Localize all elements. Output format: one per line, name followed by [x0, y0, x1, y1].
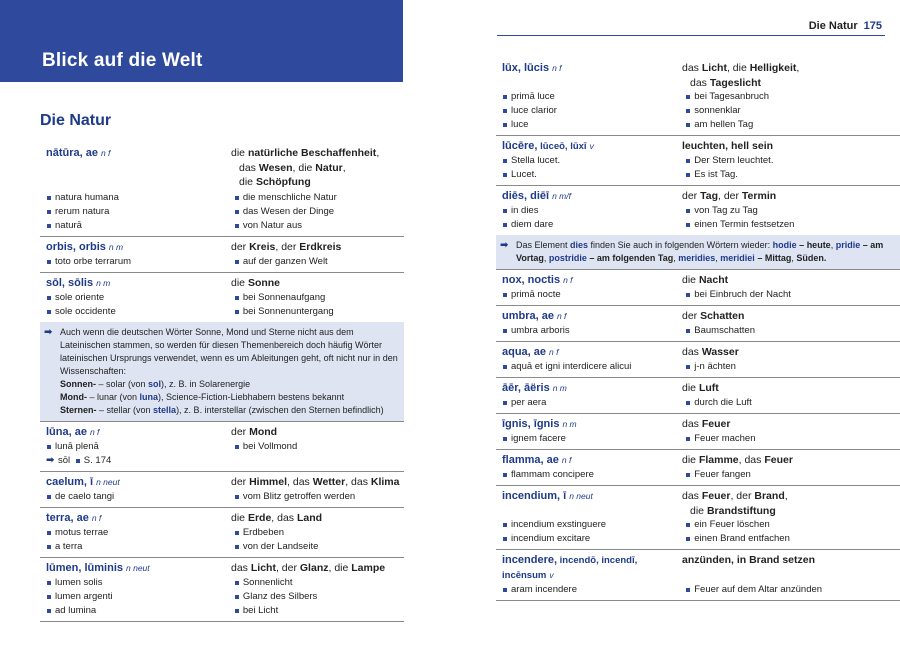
chapter-title: Blick auf die Welt [42, 50, 203, 71]
translation: leuchten, hell sein [682, 140, 774, 152]
translation: der Himmel, das Wetter, das Klima [231, 476, 400, 488]
vocab-entry: lūx, lūcis n f das Licht, die Helligkeit, das Tageslicht primā luce bei Tagesanbruch luce clarior sonnenklar luce am hellen Tag [496, 58, 900, 136]
example-latin: lumen argenti [46, 590, 234, 604]
headword: incendere, [502, 554, 558, 566]
translation: das Feuer, der Brand, [682, 490, 788, 502]
grammar-tag: n m [552, 383, 567, 393]
example-latin: in dies [502, 204, 685, 218]
example-latin: primā luce [502, 90, 685, 104]
example-latin: luce [502, 118, 685, 132]
headword: flamma, ae [502, 454, 559, 466]
vocab-entry [496, 342, 900, 378]
example-german: j-n ächten [685, 360, 900, 374]
headword: terra, ae [46, 512, 89, 524]
chapter-banner [0, 0, 403, 82]
left-page [0, 0, 445, 648]
grammar-tag: n neut [96, 477, 120, 487]
headword: lūna, ae [46, 426, 87, 438]
translation: der Schatten [682, 310, 745, 322]
vocab-entry [40, 237, 404, 273]
headword: incendium, ī [502, 490, 567, 502]
example-german: Feuer fangen [685, 468, 900, 482]
headword: aqua, ae [502, 346, 547, 358]
grammar-tag: n neut [569, 491, 593, 501]
vocab-entry [496, 186, 900, 235]
example-latin: umbra arboris [502, 324, 685, 338]
grammar-tag: n f [100, 148, 111, 158]
example-latin: ignem facere [502, 432, 685, 446]
vocab-entry [40, 558, 404, 622]
vocab-entry [496, 306, 900, 342]
translation: das Licht, die Helligkeit, [682, 62, 800, 74]
example-german: bei Vollmond [234, 440, 404, 454]
vocab-entry [40, 273, 404, 322]
example-latin: aram incendere [502, 583, 685, 597]
example-latin: naturā [46, 219, 234, 233]
example-german: Baumschatten [685, 324, 900, 338]
example-german: einen Brand entfachen [685, 532, 900, 546]
example-german: von Tag zu Tag [685, 204, 900, 218]
right-vocab-list [496, 58, 900, 601]
vocab-entry: incendium, ī n neut das Feuer, der Brand, die Brandstiftung incendium exstinguere ein Feuer löschen incendium excitare einen Brand entfachen [496, 486, 900, 550]
grammar-tag: v [549, 570, 554, 580]
example-latin: flammam concipere [502, 468, 685, 482]
vocab-entry [40, 508, 404, 558]
note-text: Auch wenn die deutschen Wörter Sonne, Mond und Sterne nicht aus dem Lateinischen stammen, so werden für diesen Themenbereich doch häufig Wörter lateinischen Ursprungs verwendet, wenn es um Ableitungen geht, oft nicht nur in den Wissenschaften: [60, 327, 398, 376]
example-german: Der Stern leuchtet. [685, 154, 900, 168]
example-german: sonnenklar [685, 104, 900, 118]
grammar-tag: n m/f [552, 191, 571, 201]
vocab-entry: nātūra, ae n f die natürliche Beschaffenheit, das Wesen, die Natur, die Schöpfung natura humana die menschliche Natur rerum natura das Wesen der Dinge naturā von Natur aus [40, 143, 404, 237]
example-latin: lunā plenā [46, 440, 234, 454]
example-latin: aquā et igni interdicere alicui [502, 360, 685, 374]
vocab-entry [496, 414, 900, 450]
example-german: Erdbeben [234, 526, 404, 540]
example-german: vom Blitz getroffen werden [234, 490, 404, 504]
example-german: von Natur aus [234, 219, 404, 233]
example-latin: motus terrae [46, 526, 234, 540]
example-german: von der Landseite [234, 540, 404, 554]
example-german: durch die Luft [685, 396, 900, 410]
example-latin: Lucet. [502, 168, 685, 182]
example-latin: lumen solis [46, 576, 234, 590]
example-german: Es ist Tag. [685, 168, 900, 182]
example-german: Glanz des Silbers [234, 590, 404, 604]
grammar-tag: n f [91, 513, 102, 523]
grammar-tag: n f [549, 347, 559, 357]
cross-reference[interactable]: ➡ sōl S. 174 [46, 455, 112, 466]
example-german: ein Feuer löschen [685, 518, 900, 532]
translation: das Feuer [682, 418, 731, 430]
vocab-entry [496, 270, 900, 306]
translation: der Mond [231, 426, 278, 438]
headword: diēs, diēī [502, 190, 550, 202]
example-latin: primā nocte [502, 288, 685, 302]
example-latin: rerum natura [46, 205, 234, 219]
grammar-tag: n neut [126, 563, 150, 573]
example-latin: Stella lucet. [502, 154, 685, 168]
vocab-entry [40, 422, 404, 472]
translation: die Nacht [682, 274, 729, 286]
translation: das Wasser [682, 346, 739, 358]
headword: īgnis, īgnis [502, 418, 560, 430]
headword: āēr, āëris [502, 382, 550, 394]
info-note: ➡ Auch wenn die deutschen Wörter Sonne, Mond und Sterne nicht aus dem Lateinischen stammen, so werden für diesen Themenbereich doch häufig Wörter lateinischen Ursprungs verwendet, wenn es um Ableitungen geht, oft nicht nur in den Wissenschaften: Sonnen- – solar (von sol), z. B. in Solarenergie Mond- – lunar (von luna), Science-Fiction-Liebhabern bestens bekannt Sternen- – stellar (von stella), z. B. interstellar (zwischen den Sternen befindlich) [40, 322, 404, 422]
example-latin: sole occidente [46, 305, 234, 319]
headword: lūcēre, [502, 140, 538, 152]
example-german: am hellen Tag [685, 118, 900, 132]
example-german: die menschliche Natur [234, 191, 404, 205]
grammar-tag: n f [556, 311, 567, 321]
arrow-right-icon: ➡ [500, 240, 509, 251]
example-german: bei Licht [234, 604, 404, 618]
info-note: ➡ Das Element dies finden Sie auch in folgenden Wörtern wieder: hodie – heute, pridie – am Vortag, postridie – am folgenden Tag, meridies, meridiei – Mittag, Süden. [496, 235, 900, 270]
grammar-tag: v [589, 141, 594, 151]
example-latin: incendium excitare [502, 532, 685, 546]
translation: das Licht, der Glanz, die Lampe [231, 562, 386, 574]
translation: die Sonne [231, 277, 281, 289]
example-latin: sole oriente [46, 291, 234, 305]
example-latin: incendium exstinguere [502, 518, 685, 532]
example-latin: ad lumina [46, 604, 234, 618]
right-page [455, 0, 900, 648]
example-german: bei Sonnenaufgang [234, 291, 404, 305]
translation: die natürliche Beschaffenheit, [231, 147, 380, 159]
headword: nox, noctis [502, 274, 561, 286]
vocab-entry: incendere, incendō, incendī, anzünden, in Brand setzen incēnsum v aram incendere Feuer auf dem Altar anzünden [496, 550, 900, 601]
running-title: Die Natur [808, 20, 858, 32]
example-latin: a terra [46, 540, 234, 554]
section-title: Die Natur [40, 112, 112, 129]
translation: die Luft [682, 382, 719, 394]
example-latin: per aera [502, 396, 685, 410]
translation: der Tag, der Termin [682, 190, 777, 202]
translation: anzünden, in Brand setzen [682, 554, 816, 566]
vocab-entry [40, 472, 404, 508]
example-german: bei Tagesanbruch [685, 90, 900, 104]
example-german: Feuer machen [685, 432, 900, 446]
translation: der Kreis, der Erdkreis [231, 241, 342, 253]
example-latin: natura humana [46, 191, 234, 205]
grammar-tag: n f [563, 275, 573, 285]
example-german: das Wesen der Dinge [234, 205, 404, 219]
page-number: 175 [863, 20, 882, 32]
example-latin: luce clarior [502, 104, 685, 118]
grammar-tag: n f [561, 455, 572, 465]
grammar-tag: n f [89, 427, 100, 437]
grammar-tag: n m [562, 419, 577, 429]
example-german: einen Termin festsetzen [685, 218, 900, 232]
grammar-tag: n f [552, 63, 562, 73]
vocab-entry [496, 378, 900, 414]
headword: umbra, ae [502, 310, 554, 322]
headword: nātūra, ae [46, 147, 98, 159]
vocab-entry: lūcēre, lūceō, lūxī v leuchten, hell sein Stella lucet. Der Stern leuchtet. Lucet. Es ist Tag. [496, 136, 900, 186]
example-german: Sonnenlicht [234, 576, 404, 590]
vocab-entry [496, 450, 900, 486]
headword: lūmen, lūminis [46, 562, 124, 574]
headword: sōl, sōlis [46, 277, 94, 289]
example-german: auf der ganzen Welt [234, 255, 404, 269]
arrow-right-icon: ➡ [46, 455, 55, 466]
grammar-tag: n m [108, 242, 124, 252]
example-latin: toto orbe terrarum [46, 255, 234, 269]
grammar-tag: n m [96, 278, 111, 288]
example-latin: de caelo tangi [46, 490, 234, 504]
translation: die Flamme, das Feuer [682, 454, 793, 466]
example-german: bei Sonnenuntergang [234, 305, 404, 319]
headword: orbis, orbis [46, 241, 106, 253]
headword: lūx, lūcis [502, 62, 550, 74]
translation: die Erde, das Land [231, 512, 323, 524]
left-vocab-list [40, 143, 404, 622]
example-german: Feuer auf dem Altar anzünden [685, 583, 900, 597]
arrow-right-icon: ➡ [44, 327, 53, 338]
headword: caelum, ī [46, 476, 94, 488]
example-latin: diem dare [502, 218, 685, 232]
example-german: bei Einbruch der Nacht [685, 288, 900, 302]
